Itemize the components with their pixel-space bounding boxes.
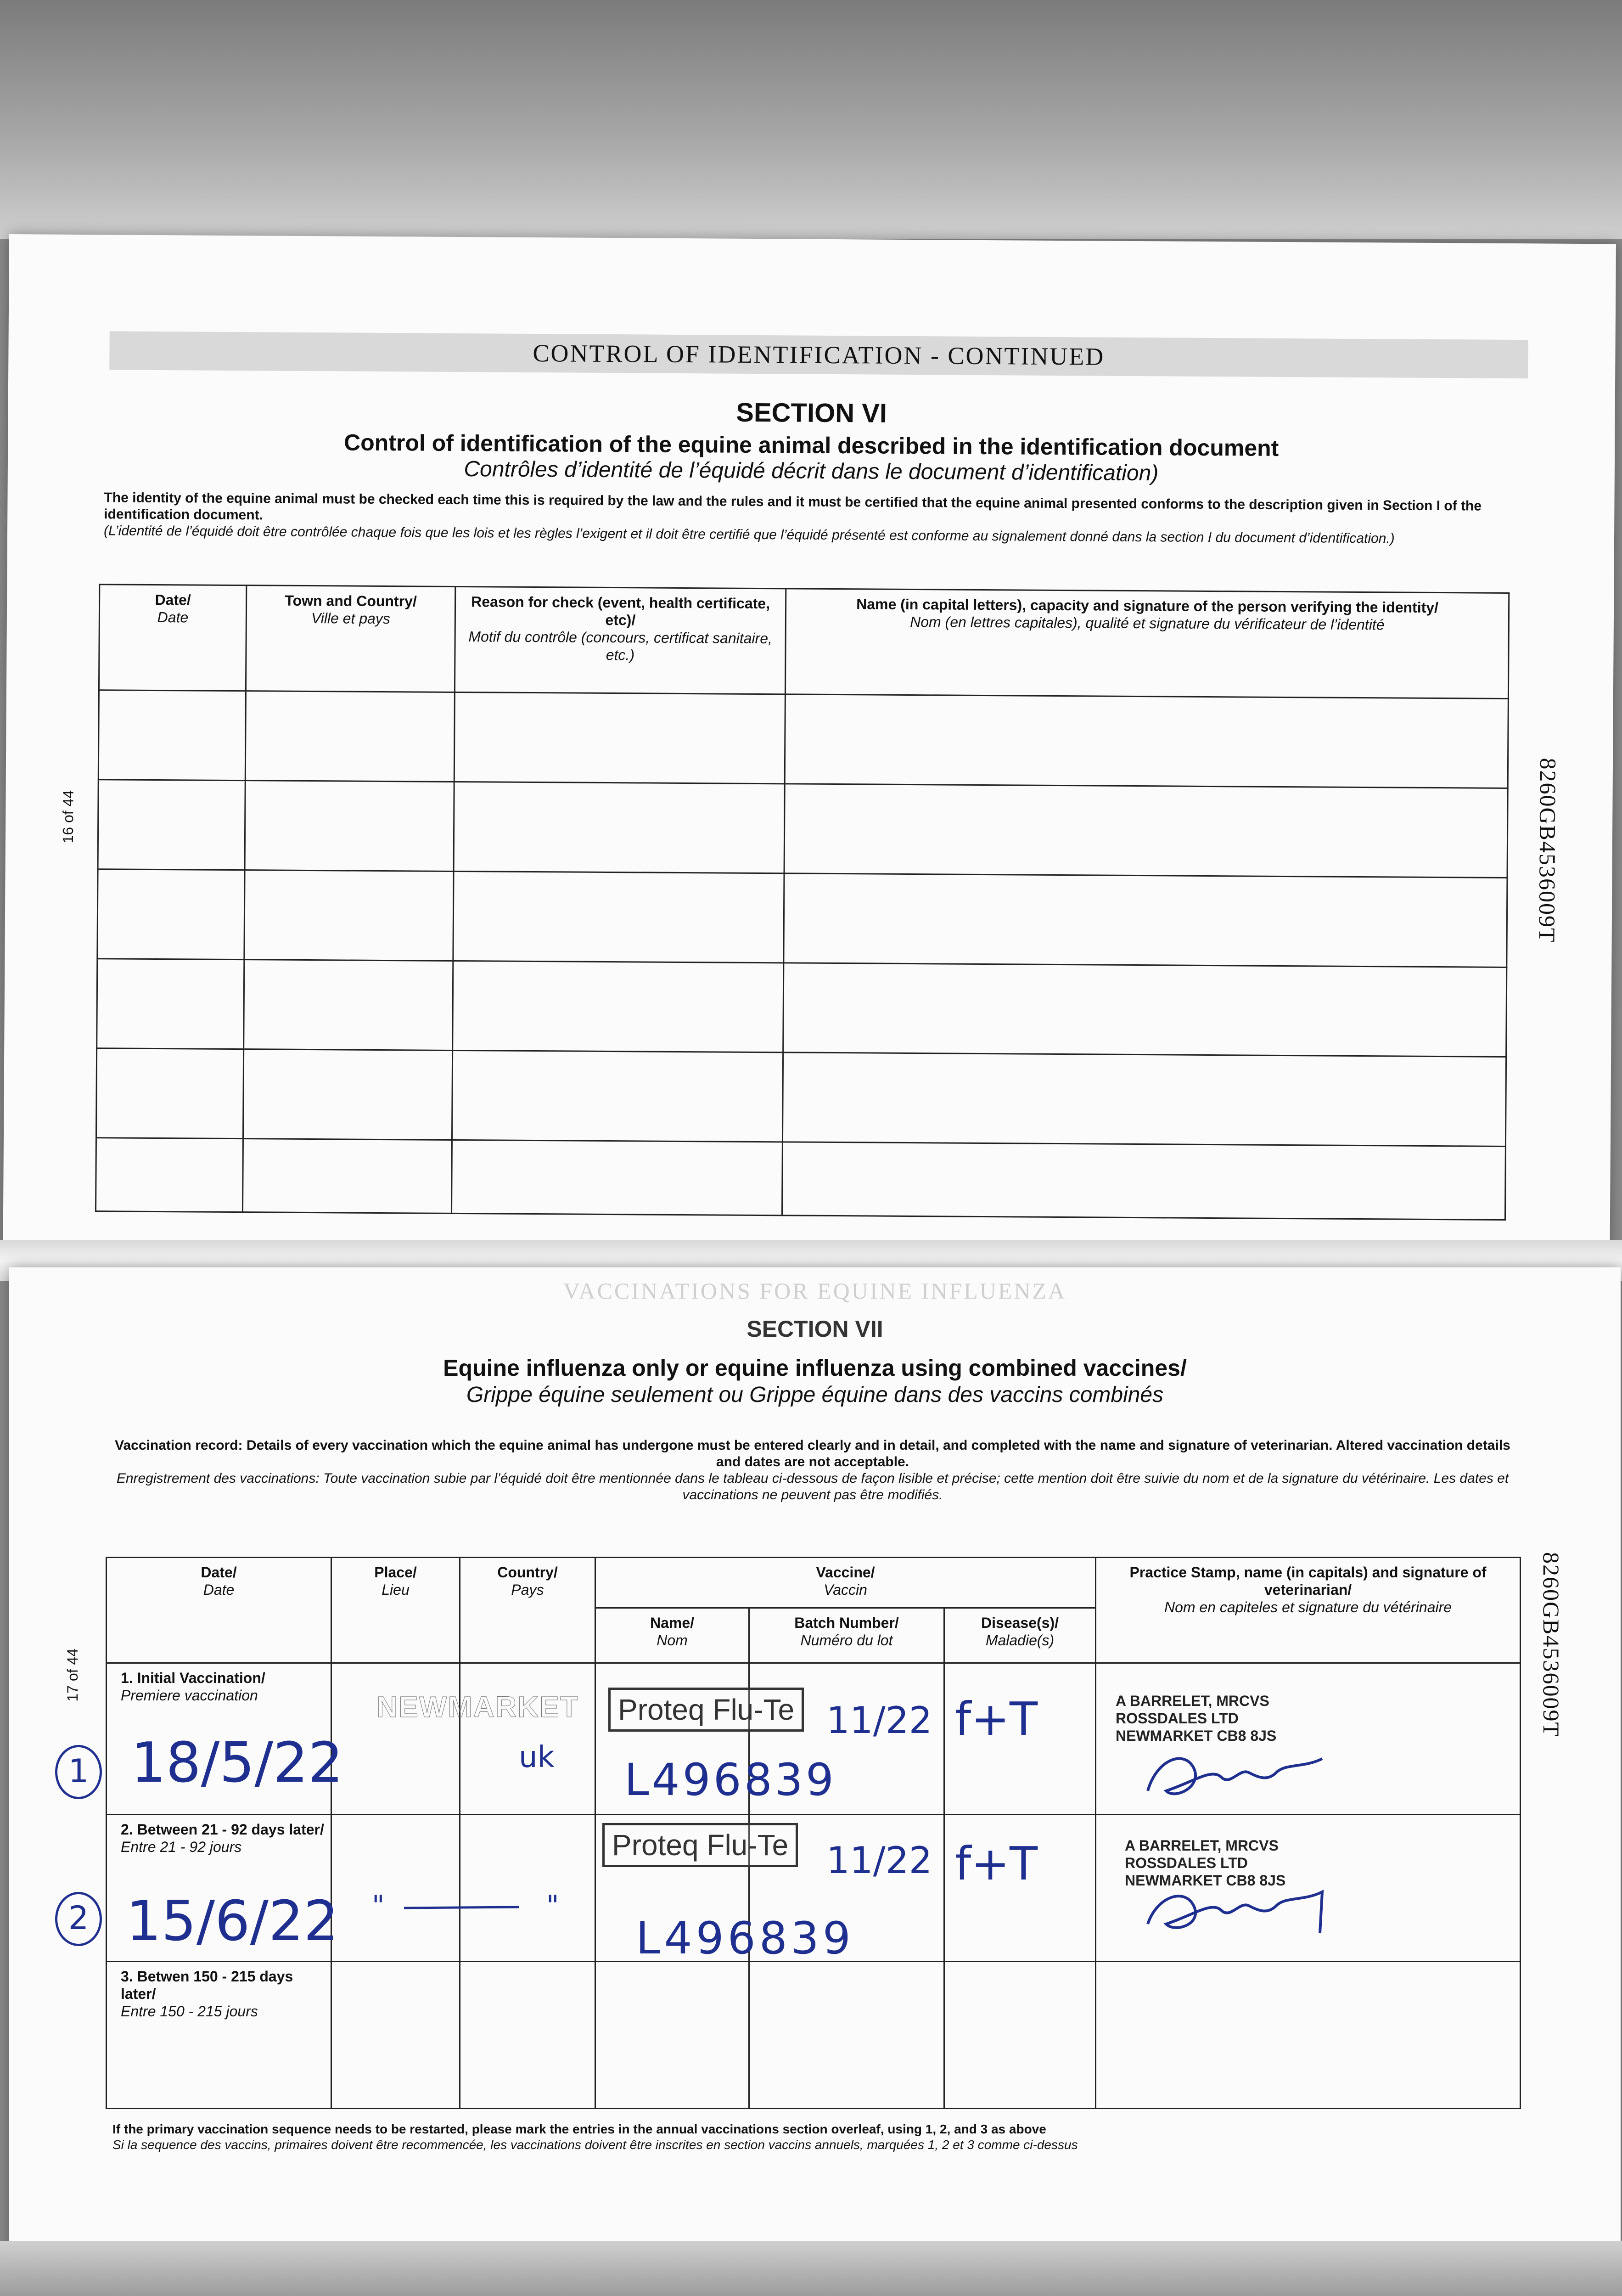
section-title: SECTION VI <box>736 397 887 428</box>
intro-fr: (L’identité de l’équidé doit être contrôlée chaque fois que les lois et les règles l’exigent et il doit être certifié que l’équidé présenté est conforme au signalement donné dans la section I du document d’identification.) <box>103 523 1395 546</box>
row1-disease: f+T <box>955 1692 1038 1746</box>
vet-address: NEWMARKET CB8 8JS <box>1125 1872 1286 1889</box>
row2-label-fr: Entre 21 - 92 jours <box>121 1839 242 1855</box>
col-date <box>99 585 246 691</box>
table-row <box>97 959 1507 1057</box>
table-cell <box>454 782 785 873</box>
col-vaccine-name <box>595 1608 749 1663</box>
row-label <box>107 1962 331 2109</box>
col-batch-en: Batch Number/ <box>794 1615 899 1631</box>
page-number: 16 of 44 <box>59 790 77 844</box>
col-stamp-fr: Nom en capiteles et signature du vétérinaire <box>1164 1599 1452 1615</box>
row1-country: uk <box>519 1740 555 1774</box>
row1-vet-stamp <box>1116 1692 1276 1745</box>
vet-practice: ROSSDALES LTD <box>1125 1855 1248 1871</box>
document-id: 8260GB4536009T <box>1538 1552 1564 1737</box>
intro-text <box>104 490 1504 548</box>
identification-table <box>95 584 1510 1221</box>
col-date-en: Date/ <box>155 591 191 608</box>
table-row <box>107 1962 1521 2109</box>
col-vaccine <box>595 1558 1096 1608</box>
intro-en: Details of every vaccination which the equine animal has undergone must be entered clearly and in detail, and completed with the name and signature of veterinarian. Altered vaccination details and dates are not acceptable. <box>246 1438 1510 1469</box>
row2-batch: L496839 <box>636 1913 854 1964</box>
row2-place-ditto: " <box>372 1890 385 1922</box>
page-section-vi <box>3 234 1616 1268</box>
col-town-en: Town and Country/ <box>285 592 417 610</box>
vaccination-table <box>106 1557 1521 2109</box>
heading-fr: Grippe équine seulement ou Grippe équine dans des vaccins combinés <box>466 1383 1164 1407</box>
table-cell <box>243 1049 452 1140</box>
table-cell <box>784 784 1508 878</box>
page-number: 17 of 44 <box>64 1649 81 1702</box>
table-cell <box>460 1962 595 2109</box>
table-cell <box>244 870 454 961</box>
row2-date: 15/6/22 <box>126 1890 339 1953</box>
col-disease <box>944 1608 1096 1663</box>
heading-en: Control of identification of the equine animal described in the identification document <box>343 429 1279 461</box>
col-vaccine-en: Vaccine/ <box>816 1564 875 1581</box>
row1-circle-marker: 1 <box>55 1745 102 1799</box>
heading-en: Equine influenza only or equine influenza using combined vaccines/ <box>443 1355 1187 1381</box>
section-title: SECTION VII <box>746 1316 883 1342</box>
table-cell <box>595 1962 749 2109</box>
table-cell <box>96 1048 243 1139</box>
table-cell <box>98 780 245 870</box>
table-cell <box>785 694 1508 788</box>
table-cell <box>460 1663 595 1815</box>
table-cell <box>245 781 454 872</box>
footnote-en: If the primary vaccination sequence needs to be restarted, please mark the entries in the annual vaccinations section overleaf, using 1, 2, and 3 as above <box>112 2122 1046 2136</box>
col-town-fr: Ville et pays <box>311 610 390 627</box>
background-binder-edge <box>0 0 1622 239</box>
col-stamp-en: Practice Stamp, name (in capitals) and signature of veterinarian/ <box>1129 1564 1487 1598</box>
col-town <box>246 585 455 692</box>
col-country-fr: Pays <box>511 1581 544 1598</box>
intro-en: The identity of the equine animal must be checked each time this is required by the law and the rules and it must be certified that the equine animal presented conforms to the description given in Section I of the identification document. <box>104 490 1482 523</box>
table-row <box>97 869 1507 968</box>
col-reason-fr: Motif du contrôle (concours, certificat sanitaire, etc.) <box>468 628 773 664</box>
table-cell <box>460 1815 595 1962</box>
col-verifier-fr: Nom (en lettres capitales), qualité et signature du vérificateur de l’identité <box>910 613 1385 633</box>
table-cell <box>782 1142 1505 1220</box>
footnote-fr: Si la sequence des vaccins, primaires doivent être recommencée, les vaccinations doivent être inscrites en section vaccins annuels, marquées 1, 2 et 3 comme ci-dessus <box>112 2138 1078 2152</box>
row2-ditto-line <box>404 1903 523 1913</box>
table-row <box>96 1138 1506 1220</box>
table-cell <box>453 871 784 962</box>
col-vaccine-fr: Vaccin <box>824 1581 867 1598</box>
table-row <box>98 780 1508 878</box>
col-name-en: Name/ <box>650 1615 695 1631</box>
table-cell <box>749 1962 944 2109</box>
table-cell <box>245 691 455 782</box>
row2-label-en: 2. Between 21 - 92 days later/ <box>121 1821 324 1838</box>
table-cell <box>243 1139 452 1214</box>
intro-text <box>115 1437 1510 1503</box>
row1-label-fr: Premiere vaccination <box>121 1687 258 1704</box>
col-reason-en: Reason for check (event, health certificate, etc)/ <box>471 593 770 629</box>
table-cell <box>944 1962 1096 2109</box>
table-cell <box>784 873 1507 968</box>
row1-vaccine-stamp: Proteq Flu-Te <box>608 1688 804 1732</box>
heading-fr: Contrôles d’identité de l’équidé décrit dans le document d’identification) <box>464 457 1159 486</box>
footnote <box>112 2122 1513 2153</box>
col-verifier <box>785 589 1509 699</box>
table-cell <box>97 959 244 1049</box>
table-row <box>98 690 1508 788</box>
binder-bottom-edge <box>0 2241 1622 2296</box>
vet-practice: ROSSDALES LTD <box>1116 1710 1239 1727</box>
banner-text: CONTROL OF IDENTIFICATION - CONTINUED <box>533 339 1105 371</box>
table-cell <box>97 869 245 960</box>
table-cell <box>782 1052 1506 1147</box>
col-date-en: Date/ <box>201 1564 237 1581</box>
table-cell <box>453 961 784 1052</box>
row2-disease: f+T <box>955 1837 1038 1891</box>
col-batch-fr: Numéro du lot <box>800 1632 893 1649</box>
table-cell <box>331 1815 460 1962</box>
col-date <box>107 1558 331 1663</box>
col-batch <box>749 1608 944 1663</box>
row2-expiry: 11/22 <box>826 1839 932 1882</box>
section-banner <box>109 331 1528 378</box>
table-cell <box>454 692 785 783</box>
table-cell <box>783 963 1507 1057</box>
col-verifier-en: Name (in capital letters), capacity and signature of the person verifying the identity/ <box>856 596 1439 616</box>
col-country <box>460 1558 595 1663</box>
col-place-fr: Lieu <box>382 1581 410 1598</box>
row1-date: 18/5/22 <box>131 1731 343 1795</box>
table-cell <box>331 1962 460 2109</box>
table-cell <box>452 1050 783 1142</box>
vet-name: A BARRELET, MRCVS <box>1116 1693 1269 1709</box>
table-cell <box>96 1138 243 1212</box>
row2-country-ditto: " <box>546 1890 559 1922</box>
table-cell <box>244 960 453 1051</box>
col-name-fr: Nom <box>657 1632 688 1649</box>
row1-signature <box>1139 1740 1331 1809</box>
row3-label-fr: Entre 150 - 215 jours <box>121 2003 258 2020</box>
table-cell <box>331 1663 460 1815</box>
intro-fr: Enregistrement des vaccinations: Toute vaccination subie par l’équidé doit être mentionnée dans le tableau ci-dessous de façon lisible et précise; cette mention doit être suivie du nom et de la signature du vétérinaire. Les dates et vaccinations ne peuvent pas être modifiés. <box>116 1471 1509 1503</box>
intro-label: Vaccination record: <box>115 1438 243 1453</box>
col-country-en: Country/ <box>497 1564 558 1581</box>
col-disease-fr: Maladie(s) <box>985 1632 1055 1649</box>
row2-signature <box>1139 1878 1331 1942</box>
document-id: 8260GB4536009T <box>1534 758 1561 943</box>
row1-batch: L496839 <box>624 1754 836 1806</box>
table-cell <box>1096 1962 1521 2109</box>
row2-vaccine-stamp: Proteq Flu-Te <box>602 1823 798 1867</box>
col-date-fr: Date <box>203 1581 235 1598</box>
col-date-fr: Date <box>157 608 189 626</box>
col-reason <box>455 586 786 694</box>
col-place <box>331 1558 460 1663</box>
col-place-en: Place/ <box>374 1564 417 1581</box>
table-header-row <box>107 1558 1521 1608</box>
faded-banner: VACCINATIONS FOR EQUINE INFLUENZA <box>563 1278 1067 1304</box>
row1-expiry: 11/22 <box>826 1699 932 1742</box>
col-disease-en: Disease(s)/ <box>981 1615 1059 1631</box>
row1-place-stamp: NEWMARKET <box>376 1690 579 1723</box>
table-cell <box>98 690 246 781</box>
table-cell <box>451 1140 782 1215</box>
vet-address: NEWMARKET CB8 8JS <box>1116 1728 1277 1744</box>
page-section-vii <box>9 1267 1621 2250</box>
row2-circle-marker: 2 <box>55 1892 102 1946</box>
table-row <box>96 1048 1506 1147</box>
row3-label-en: 3. Betwen 150 - 215 days later/ <box>121 1968 293 2002</box>
row1-label-en: 1. Initial Vaccination/ <box>121 1670 265 1686</box>
table-header-row <box>99 585 1509 699</box>
col-stamp <box>1096 1558 1521 1663</box>
vet-name: A BARRELET, MRCVS <box>1125 1837 1279 1854</box>
